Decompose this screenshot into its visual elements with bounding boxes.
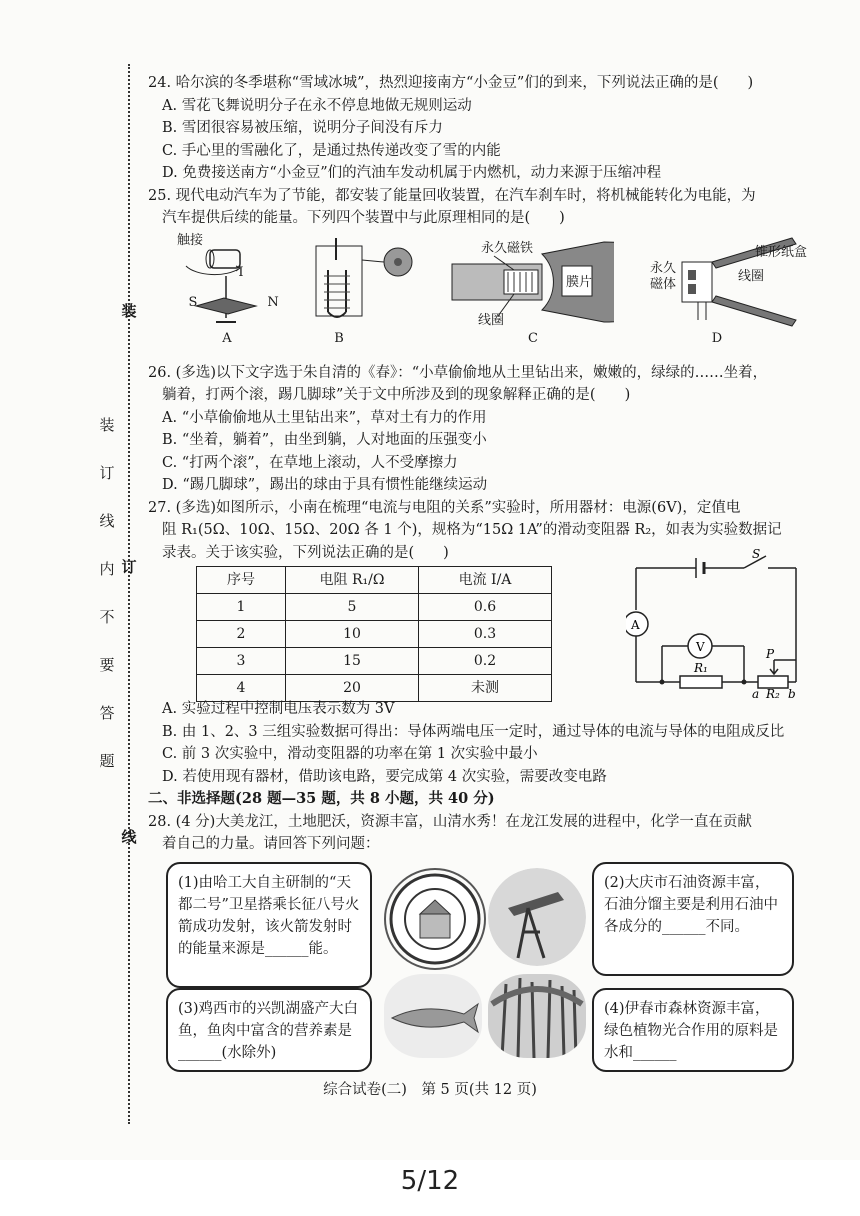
- table-cell: 未测: [419, 675, 552, 702]
- q27-option-b: B. 由 1、2、3 三组实验数据可得出：导体两端电压一定时，通过导体的电流与导体的电阻成反比: [162, 723, 785, 740]
- fig-c-diaphragm-label: 膜片: [565, 274, 592, 290]
- circuit-voltmeter-label: V: [696, 640, 705, 654]
- table-cell: 20: [286, 675, 419, 702]
- q27-data-table: [196, 566, 552, 702]
- margin-char: 装: [121, 302, 137, 320]
- q26-option-a: A. “小草偷偷地从土里钻出来”，草对土有力的作用: [162, 409, 487, 426]
- oil-pump-image: [488, 868, 586, 966]
- section-heading: 二、非选择题(28 题—35 题，共 8 小题，共 40 分): [148, 790, 495, 807]
- margin-char: 装: [99, 416, 115, 434]
- q27-option-a: A. 实验过程中控制电压表示数为 3V: [162, 701, 395, 717]
- fig-a-contact-label: 触接: [176, 232, 203, 248]
- table-row: [197, 594, 552, 621]
- fig-a-south-label: S: [188, 294, 198, 310]
- fig-c-magnet-label: 永久磁铁: [480, 240, 533, 256]
- q28-card-2: (2)大庆市石油资源丰富，石油分馏主要是利用石油中各成分的______不同。: [592, 862, 794, 976]
- exam-content: [148, 72, 828, 1070]
- circuit-slider-label: P: [766, 647, 775, 661]
- circuit-r2-label: R₂: [766, 687, 780, 698]
- table-cell: 1: [197, 594, 286, 621]
- q24-stem: 24. 哈尔滨的冬季堪称“雪域冰城”，热烈迎接南方“小金豆”们的到来，下列说法正确的是( ): [148, 75, 754, 91]
- margin-char: 订: [99, 464, 115, 482]
- fig-d-magnet-label-1: 永久: [649, 260, 676, 276]
- q26-option-d: D. “踢几脚球”，踢出的球由于具有惯性能继续运动: [162, 477, 488, 493]
- table-row: [197, 621, 552, 648]
- margin-char: 线: [121, 828, 137, 846]
- margin-char: 订: [121, 558, 137, 576]
- margin-char: 线: [99, 512, 115, 530]
- q28-stem-cont: 着自己的力量。请回答下列问题：: [162, 836, 380, 852]
- table-row: [197, 648, 552, 675]
- q27-option-d: D. 若使用现有器材，借助该电路，要完成第 4 次实验，需要改变电路: [162, 768, 607, 785]
- figure-b: [306, 236, 426, 346]
- table-row: [197, 675, 552, 702]
- table-header: 序号: [197, 567, 286, 594]
- margin-char: 内: [99, 560, 115, 578]
- q25-stem-cont: 汽车提供后续的能量。下列四个装置中与此原理相同的是( ): [162, 210, 565, 226]
- fig-c-label: C: [528, 330, 538, 346]
- figure-c: [444, 236, 614, 346]
- table-cell: 10: [286, 621, 419, 648]
- q27-stem: 27. (多选)如图所示，小南在梳理“电流与电阻的关系”实验时，所用器材：电源(6V)，定值电: [148, 499, 741, 516]
- white-fish-image: [384, 974, 482, 1058]
- table-cell: 3: [197, 648, 286, 675]
- circuit-ammeter-label: A: [631, 618, 640, 632]
- fig-a-north-label: N: [267, 294, 279, 310]
- margin-char: 不: [99, 608, 115, 626]
- q28-card-4: (4)伊春市森林资源丰富，绿色植物光合作用的原料是水和______: [592, 988, 794, 1072]
- q24-option-c: C. 手心里的雪融化了，是通过热传递改变了雪的内能: [162, 142, 501, 159]
- figure-a: [166, 232, 306, 346]
- table-header: 电阻 R₁/Ω: [286, 567, 419, 594]
- q26-option-c: C. “打两个滚”，在草地上滚动，人不受摩擦力: [162, 454, 458, 471]
- table-cell: 15: [286, 648, 419, 675]
- page-indicator: 5/12: [400, 1166, 460, 1196]
- q24-option-a: A. 雪花飞舞说明分子在永不停息地做无规则运动: [162, 97, 472, 114]
- margin-char: 答: [99, 704, 115, 722]
- table-header: 电流 I/A: [419, 567, 552, 594]
- q25-figures: [148, 232, 828, 348]
- table-cell: 5: [286, 594, 419, 621]
- q27-option-c: C. 前 3 次实验中，滑动变阻器的功率在第 1 次实验中最小: [162, 746, 538, 762]
- q27-stem-cont-1: 阻 R₁(5Ω、10Ω、15Ω、20Ω 各 1 个)，规格为“15Ω 1A”的滑动变阻器 R₂，如表为实验数据记: [162, 522, 782, 538]
- q26-stem: 26. (多选)以下文字选于朱自清的《春》：“小草偷偷地从土里钻出来，嫩嫩的，绿绿的……坐着，: [148, 364, 768, 381]
- q27-circuit-diagram: [626, 548, 806, 698]
- fig-d-label: D: [711, 330, 723, 346]
- table-cell: 2: [197, 621, 286, 648]
- q26-option-b: B. “坐着，躺着”，由坐到躺，人对地面的压强变小: [162, 432, 487, 448]
- binding-dotted-line: [128, 64, 130, 1124]
- q28-card-3: (3)鸡西市的兴凯湖盛产大白鱼，鱼肉中富含的营养素是______(水除外): [166, 988, 372, 1072]
- fig-c-coil-label: 线圈: [477, 312, 504, 328]
- margin-char: 题: [99, 752, 115, 770]
- fig-a-label: A: [222, 330, 232, 346]
- margin-char: 要: [99, 656, 115, 674]
- figure-d: [642, 236, 812, 346]
- q28-cards: [148, 862, 828, 1070]
- table-cell: 0.6: [419, 594, 552, 621]
- circuit-r1-label: R₁: [694, 661, 708, 675]
- q28-card-1: (1)由哈工大自主研制的“天都二号”卫星搭乘长征八号火箭成功发射，该火箭发射时的能量来源是______能。: [166, 862, 372, 988]
- circuit-b-label: b: [788, 687, 796, 698]
- table-cell: 0.3: [419, 621, 552, 648]
- q25-stem: 25. 现代电动汽车为了节能，都安装了能量回收装置，在汽车刹车时，将机械能转化为电能，为: [148, 187, 756, 204]
- hit-emblem-image: [384, 868, 486, 970]
- q26-stem-cont: 躺着，打两个滚，踢几脚球”关于文中所涉及到的现象解释正确的是( ): [162, 387, 631, 403]
- q24-option-b: B. 雪团很容易被压缩，说明分子间没有斥力: [162, 120, 443, 136]
- fig-b-label: B: [334, 330, 344, 346]
- circuit-a-label: a: [752, 687, 760, 698]
- figure-b-drawing: [306, 236, 426, 332]
- table-header-row: [197, 567, 552, 594]
- fig-d-cone-label: 锥形纸盒: [754, 244, 807, 260]
- table-cell: 4: [197, 675, 286, 702]
- page-footer: 综合试卷(二) 第 5 页(共 12 页): [323, 1082, 537, 1098]
- q28-stem: 28. (4 分)大美龙江，土地肥沃，资源丰富，山清水秀！在龙江发展的进程中，化学一直在贡献: [148, 813, 752, 830]
- fig-d-magnet-label-2: 磁体: [649, 276, 676, 292]
- fig-a-current-label: I: [238, 264, 244, 280]
- table-cell: 0.2: [419, 648, 552, 675]
- q27-stem-cont-2: 录表。关于该实验，下列说法正确的是( ): [162, 544, 449, 561]
- forest-image: [488, 974, 586, 1058]
- fig-d-coil-label: 线圈: [737, 268, 764, 284]
- q24-option-d: D. 免费接送南方“小金豆”们的汽油车发动机属于内燃机，动力来源于压缩冲程: [162, 165, 662, 181]
- resistor-r1-icon: [680, 676, 722, 688]
- circuit-switch-label: S: [752, 548, 761, 561]
